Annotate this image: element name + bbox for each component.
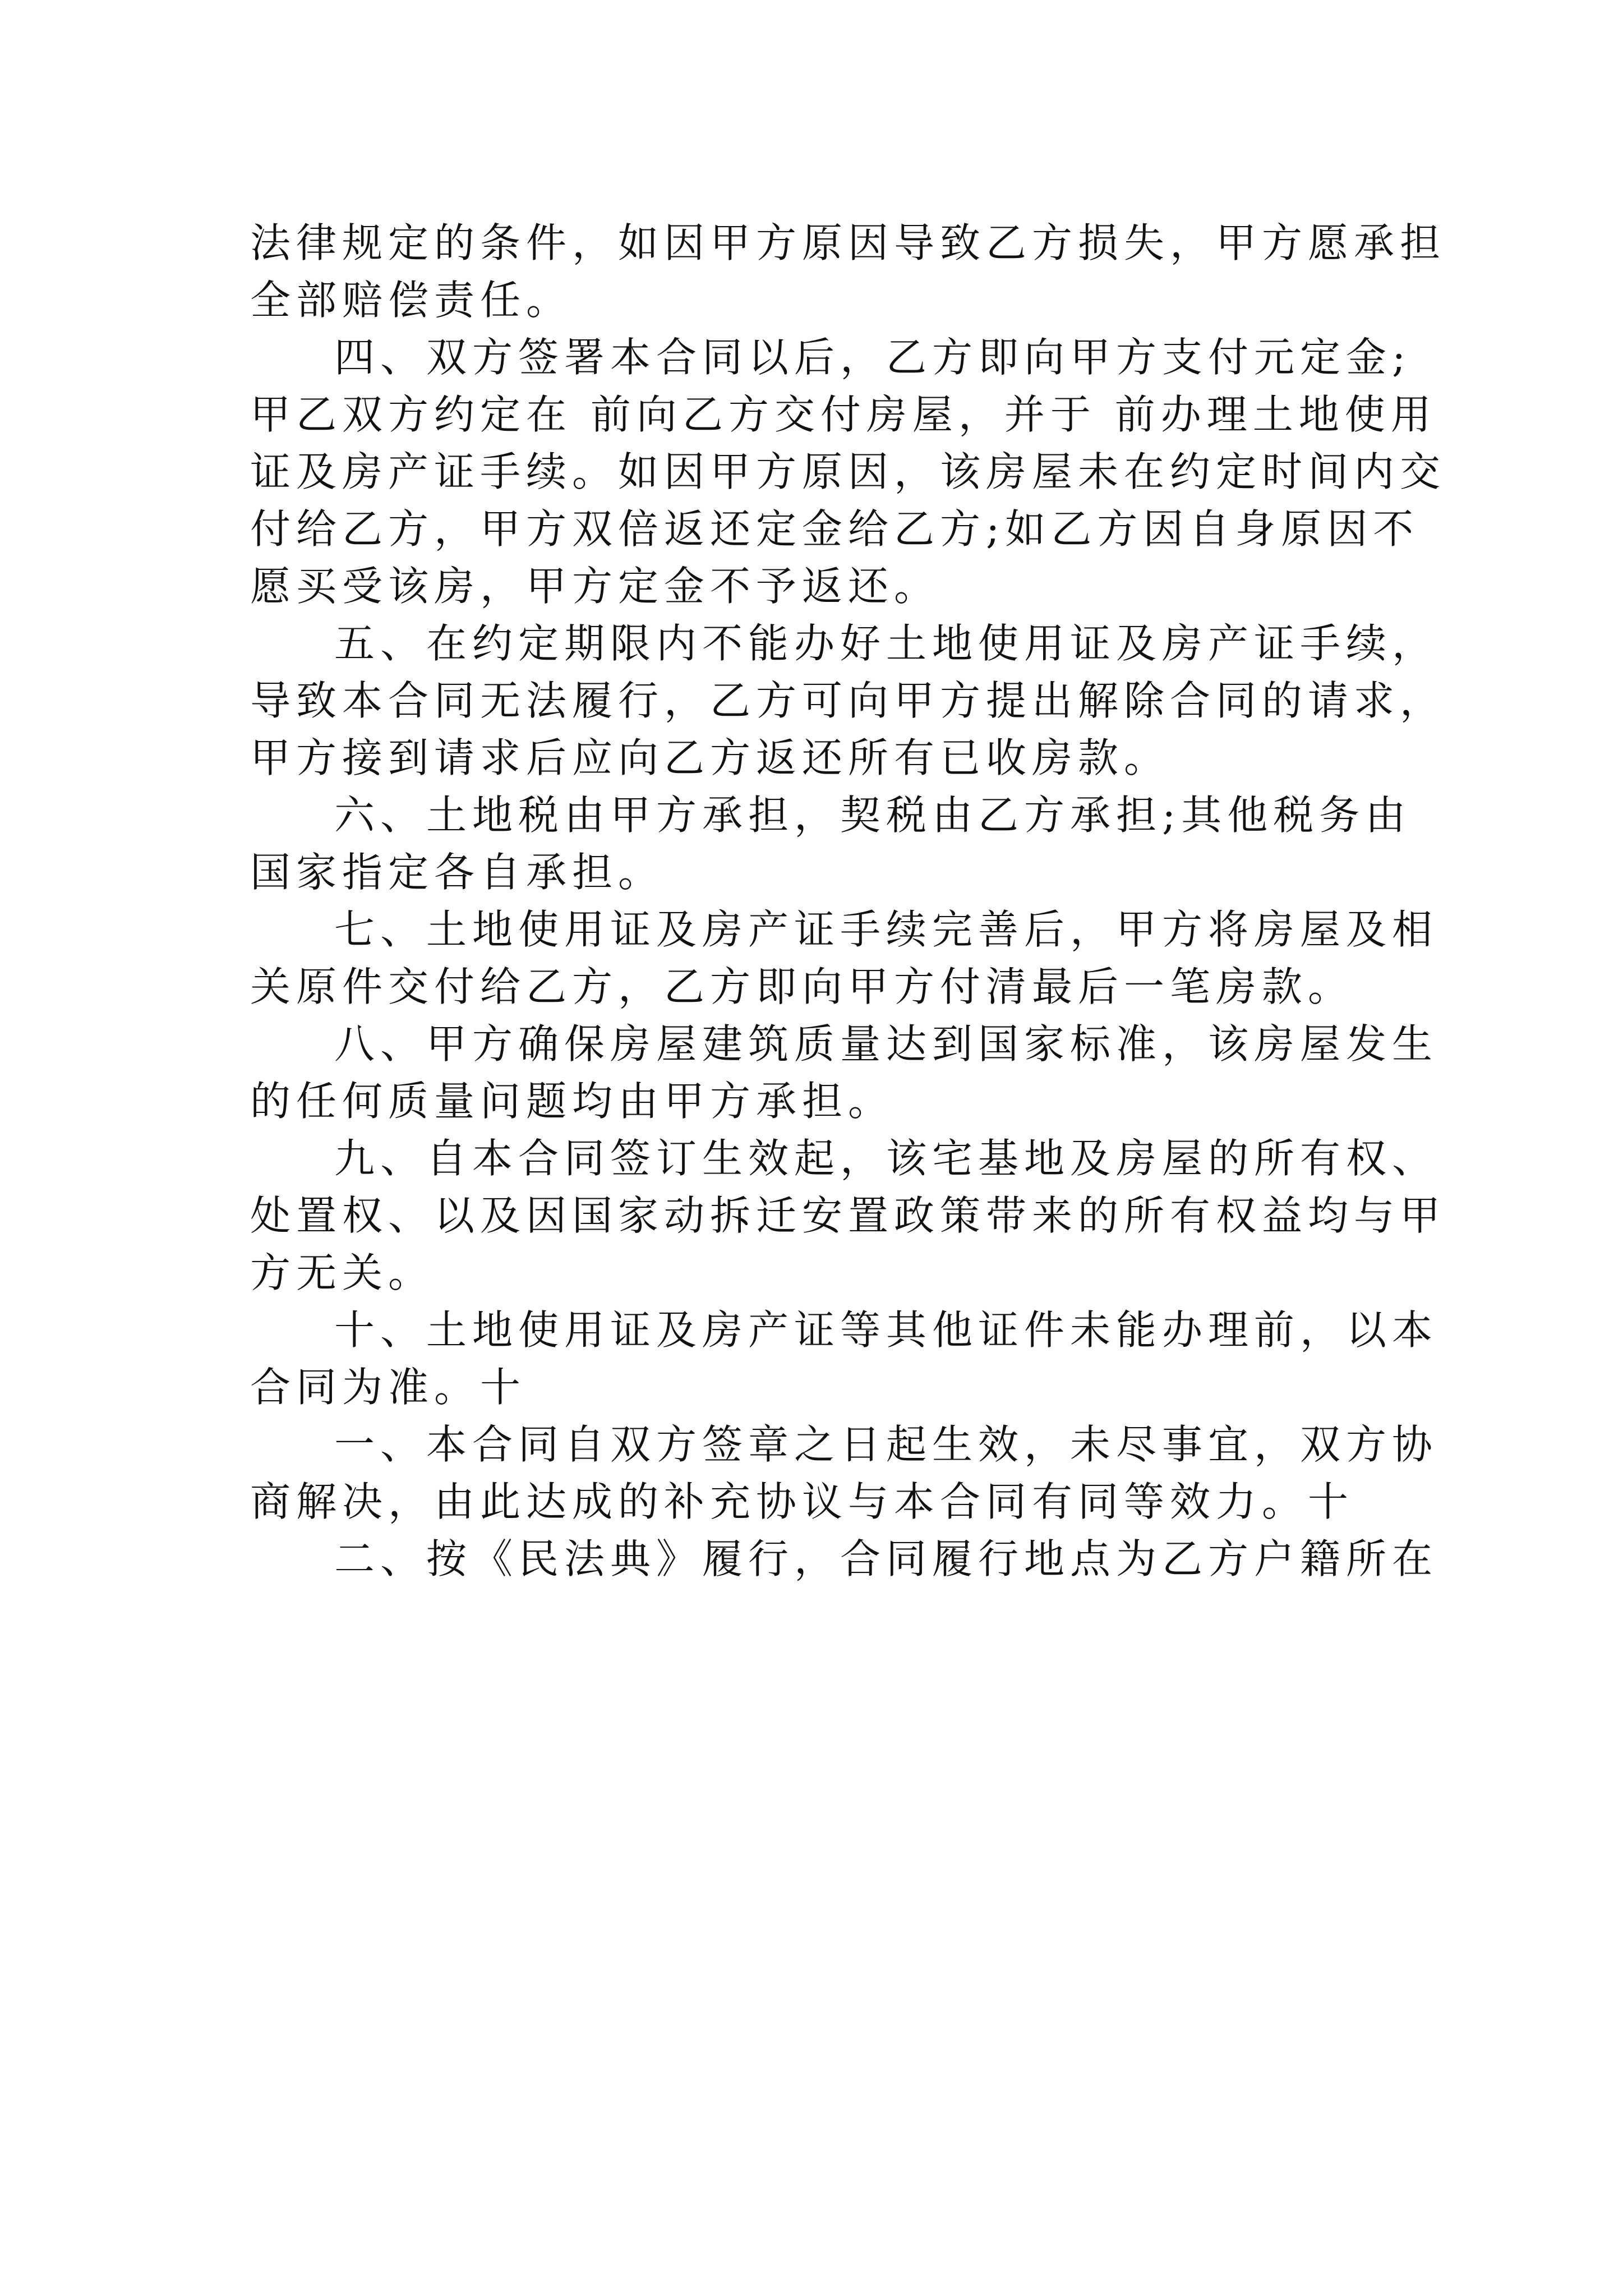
clause-6-start: 六、土地税由甲方承担，契税由乙方承担;其他税务由 <box>334 792 1412 839</box>
clause-11-start: 一、本合同自双方签章之日起生效，未尽事宜，双方协 <box>334 1421 1438 1468</box>
clause-4-start: 四、双方签署本合同以后，乙方即向甲方支付元定金; <box>334 334 1412 381</box>
text-line: 关原件交付给乙方，乙方即向甲方付清最后一笔房款。 <box>250 963 1354 1010</box>
clause-12-start: 二、按《民法典》履行，合同履行地点为乙方户籍所在 <box>334 1535 1438 1582</box>
text-line: 证及房产证手续。如因甲方原因，该房屋未在约定时间内交 <box>250 448 1446 495</box>
clause-8-start: 八、甲方确保房屋建筑质量达到国家标准，该房屋发生 <box>334 1020 1438 1068</box>
text-line: 甲方接到请求后应向乙方返还所有已收房款。 <box>250 734 1170 781</box>
clause-10-start: 十、土地使用证及房产证等其他证件未能办理前，以本 <box>334 1306 1438 1354</box>
clause-5-start: 五、在约定期限内不能办好土地使用证及房产证手续， <box>334 620 1438 667</box>
text-line: 付给乙方，甲方双倍返还定金给乙方;如乙方因自身原因不 <box>250 505 1419 553</box>
text-line: 商解决，由此达成的补充协议与本合同有同等效力。十 <box>250 1478 1354 1525</box>
clause-7-start: 七、土地使用证及房产证手续完善后，甲方将房屋及相 <box>334 906 1438 953</box>
text-line: 法律规定的条件，如因甲方原因导致乙方损失，甲方愿承担 <box>250 219 1446 266</box>
text-line: 合同为准。十 <box>250 1364 527 1411</box>
contract-body <box>250 214 1446 1588</box>
text-line: 国家指定各自承担。 <box>250 849 665 896</box>
text-line: 处置权、以及因国家动拆迁安置政策带来的所有权益均与甲 <box>250 1192 1446 1239</box>
text-line: 全部赔偿责任。 <box>250 277 573 324</box>
clause-9-start: 九、自本合同签订生效起，该宅基地及房屋的所有权、 <box>334 1135 1438 1182</box>
text-line: 导致本合同无法履行，乙方可向甲方提出解除合同的请求， <box>250 677 1446 724</box>
text-line: 方无关。 <box>250 1249 435 1296</box>
text-line: 愿买受该房，甲方定金不予返还。 <box>250 563 940 610</box>
text-line: 甲乙双方约定在 前向乙方交付房屋，并于 前办理土地使用 <box>250 391 1437 438</box>
text-line: 的任何质量问题均由甲方承担。 <box>250 1078 895 1125</box>
